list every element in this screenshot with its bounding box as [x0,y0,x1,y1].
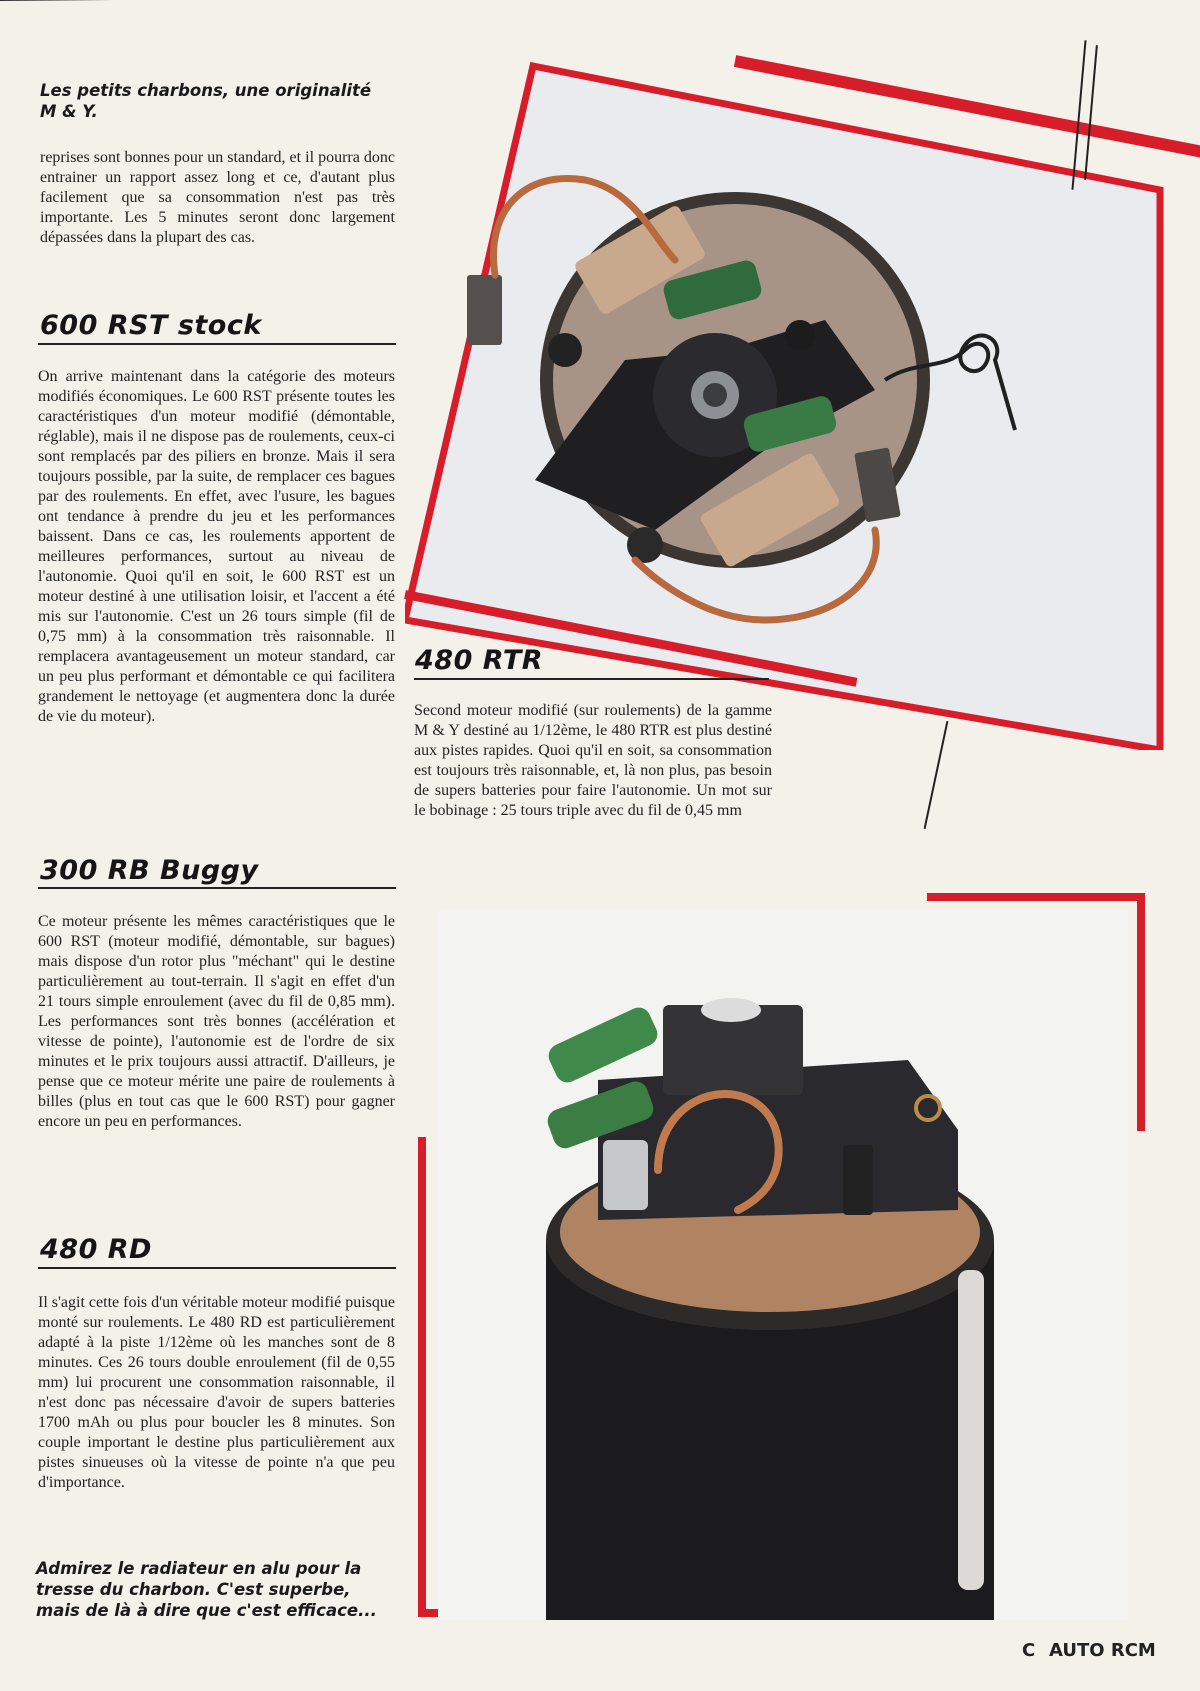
section-rule-480-rd [38,1267,396,1269]
section-heading-300-rb: 300 RB Buggy [40,855,259,886]
section-rule-300-rb [38,887,396,889]
section-body-600-rst: On arrive maintenant dans la catégorie des moteurs modifiés économiques. Le 600 RST présente toutes les caractéristiques d'un moteur modifié (démontable, réglable), mais il ne dispose pas de roulements, ceux-ci sont remplacés par des piliers en bronze. Mais il sera toujours possible, par la suite, de remplacer ces bagues par des roulements. En effet, avec l'usure, les bagues ont tendance à prendre du jeu et les performances baissent. Dans ce cas, les roulements apportent de meilleures performances, surtout au niveau de l'autonomie. Quoi qu'il en soit, le 600 RST est un moteur destiné à une utilisation loisir, et l'accent a été mis sur l'autonomie. C'est un 26 tours simple (fil de 0,75 mm) à la consommation très raisonnable. Il remplacera avantageusement un moteur standard, car un peu plus performant et démontable ce qui facilitera grandement le nettoyage (et augmentera donc la durée de vie du moteur). [38,368,395,725]
red-frame-bottom-right [1137,893,1145,1131]
section-body-300-rb: Ce moteur présente les mêmes caractéristiques que le 600 RST (moteur modifié, démontable, sur bagues) mais dispose d'un rotor plus "méchant" qui le destine particulièrement au tout-terrain. Il s'agit en effet d'un 21 tours simple enroulement (avec du fil de 0,85 mm). Les performances sont très bonnes (accélération et vitesse de pointe), l'autonomie est de l'ordre de six minutes et le prix toujours aussi attractif. D'ailleurs, je pense que ce moteur mérite une paire de roulements à billes (plus en tout cas que le 600 RST) pour gagner encore un peu en performances. [38,913,395,1130]
section-rule-600-rst [38,343,396,345]
section-heading-600-rst: 600 RST stock [40,310,262,341]
section-heading-480-rtr: 480 RTR [415,645,544,676]
footer-brand: AUTO RCM [1049,1640,1156,1661]
section-heading-480-rd: 480 RD [40,1234,152,1265]
caption-bottom: Admirez le radiateur en alu pour la tresse du charbon. C'est superbe, mais de là à dire que c'est efficace... [36,1559,377,1620]
red-frame-bottom-left [418,1137,426,1617]
section-body-480-rtr: Second moteur modifié (sur roulements) de la gamme M & Y destiné au 1/12ème, le 480 RTR est plus destiné aux pistes rapides. Quoi qu'il en soit, sa consommation est toujours très raisonnable, et, là non plus, pas besoin de supers batteries pour faire l'autonomie. Un mot sur le bobinage : 25 tours triple avec du fil de 0,45 mm [414,702,772,819]
footer-page-marker: C [1022,1640,1036,1661]
photo-motor-can [438,910,1128,1620]
intro-paragraph: reprises sont bonnes pour un standard, et il pourra donc entrainer un rapport assez long et ce, d'autant plus facilement que sa consommation n'est pas très importante. Les 5 minutes seront donc largement dépassées dans la plupart des cas. [40,149,395,246]
red-frame-bottom-top [927,893,1145,901]
top-left-line [0,0,230,1]
section-rule-480-rtr [414,678,769,680]
photo-motor-can-graphic [438,910,1128,1620]
caption-top: Les petits charbons, une originalité M & Y. [40,81,372,121]
section-body-480-rd: Il s'agit cette fois d'un véritable moteur modifié puisque monté sur roulements. Le 480 RD est particulièrement adapté à la piste 1/12ème où les manches sont de 8 minutes. Ces 26 tours double enroulement (fil de 0,55 mm) lui procurent une consommation raisonnable, il n'est donc pas nécessaire d'avoir de supers batteries 1700 mAh ou plus pour boucler les 8 minutes. Son couple important le destine plus particulièrement aux pistes sinueuses où la vitesse de pointe n'a que peu d'importance. [38,1294,395,1491]
